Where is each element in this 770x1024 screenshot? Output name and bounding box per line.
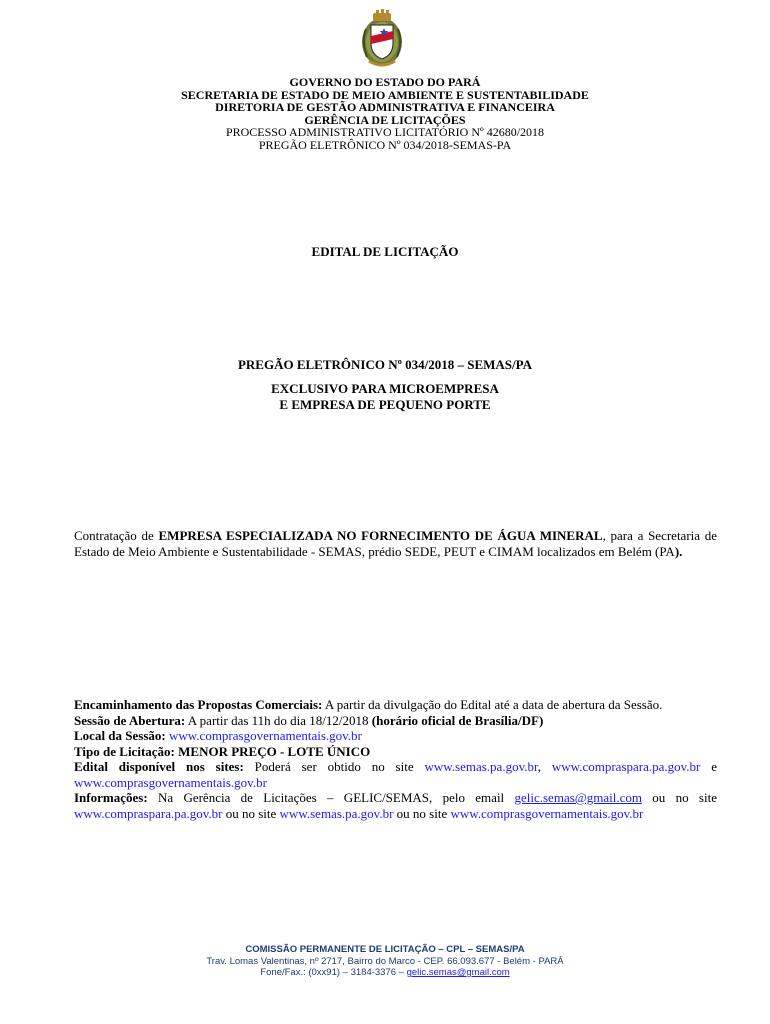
- footer-email[interactable]: gelic.semas@gmail.com: [406, 967, 510, 978]
- sessao-text: A partir das 11h do dia 18/12/2018: [185, 712, 372, 728]
- informacoes-link-compraspara[interactable]: www.compraspara.pa.gov.br: [74, 805, 223, 821]
- header-management: GERÊNCIA DE LICITAÇÕES: [304, 112, 466, 127]
- exclusive-line-2: E EMPRESA DE PEQUENO PORTE: [279, 397, 491, 412]
- object-bold: EMPRESA ESPECIALIZADA NO FORNECIMENTO DE ÁGUA MINERAL: [158, 528, 603, 543]
- edital-title: EDITAL DE LICITAÇÃO: [311, 244, 459, 259]
- edital-link-comprasgov[interactable]: www.comprasgovernamentais.gov.br: [74, 774, 267, 790]
- info-informacoes: [74, 790, 717, 821]
- object-paragraph: [74, 528, 717, 559]
- informacoes-text: Na Gerência de Licitações – GELIC/SEMAS, pelo email: [147, 790, 515, 805]
- local-link[interactable]: www.comprasgovernamentais.gov.br: [168, 728, 362, 743]
- edital-label: Edital disponível nos sites:: [74, 759, 244, 774]
- edital-link-semas[interactable]: www.semas.pa.gov.br: [424, 759, 538, 774]
- sessao-bold: (horário oficial de Brasília/DF): [371, 712, 544, 728]
- info-block: [74, 697, 717, 821]
- footer-phone: Fone/Fax.: (0xx91) – 3184-3376 –: [260, 967, 407, 978]
- object-post: , para a Secretaria de Estado de Meio Ambiente e Sustentabilidade - SEMAS, prédio SEDE, PEUT e CIMAM localizados em Belém (PA: [74, 528, 718, 559]
- footer-contact: [0, 967, 770, 979]
- info-edital: [74, 759, 717, 790]
- info-sessao: [74, 713, 717, 729]
- informacoes-link-semas[interactable]: www.semas.pa.gov.br: [279, 805, 394, 821]
- info-tipo: [74, 744, 717, 760]
- header-pregao-number: PREGÃO ELETRÔNICO Nº 034/2018-SEMAS-PA: [258, 137, 512, 152]
- informacoes-sep-2: ou no site: [222, 805, 280, 821]
- edital-sep-1: ,: [537, 759, 552, 774]
- tipo-label: Tipo de Licitação:: [74, 743, 175, 759]
- edital-link-compraspara[interactable]: www.compraspara.pa.gov.br: [551, 759, 701, 774]
- footer-commission: COMISSÃO PERMANENTE DE LICITAÇÃO – CPL – SEMAS/PA: [245, 944, 525, 955]
- informacoes-sep-1: ou no site: [641, 790, 717, 805]
- info-local: [74, 728, 717, 744]
- informacoes-sep-3: ou no site: [393, 805, 451, 821]
- informacoes-email[interactable]: gelic.semas@gmail.com: [514, 790, 642, 805]
- header-secretariat: SECRETARIA DE ESTADO DE MEIO AMBIENTE E SUSTENTABILIDADE: [181, 87, 589, 102]
- encaminhamento-text: A partir da divulgação do Edital até a data de abertura da Sessão.: [322, 697, 663, 712]
- informacoes-label: Informações:: [74, 790, 148, 805]
- header-government: GOVERNO DO ESTADO DO PARÁ: [289, 75, 481, 89]
- para-state-coat-of-arms-icon: [357, 9, 407, 71]
- header-process-number: PROCESSO ADMINISTRATIVO LICITATÓRIO Nº 42680/2018: [225, 125, 545, 139]
- document-header: [0, 76, 770, 151]
- tipo-text: MENOR PREÇO - LOTE ÚNICO: [174, 743, 371, 759]
- document-footer: [0, 944, 770, 979]
- edital-text: Poderá ser obtido no site: [243, 759, 425, 774]
- encaminhamento-label: Encaminhamento das Propostas Comerciais:: [74, 697, 323, 712]
- exclusive-line-1: EXCLUSIVO PARA MICROEMPRESA: [271, 381, 499, 396]
- sessao-label: Sessão de Abertura:: [74, 712, 186, 728]
- local-label: Local da Sessão:: [74, 728, 166, 743]
- object-end: ).: [674, 543, 683, 559]
- edital-sep-2: e: [700, 759, 717, 774]
- header-directorate: DIRETORIA DE GESTÃO ADMINISTRATIVA E FINANCEIRA: [215, 100, 555, 114]
- informacoes-link-comprasgov[interactable]: www.comprasgovernamentais.gov.br: [450, 805, 644, 821]
- footer-address: Trav. Lomas Valentinas, nº 2717, Bairro do Marco - CEP. 66.093.677 - Belém - PARÁ: [206, 955, 564, 967]
- object-pre: Contratação de: [74, 528, 159, 543]
- info-encaminhamento: [74, 697, 717, 713]
- pregao-title: PREGÃO ELETRÔNICO Nº 034/2018 – SEMAS/PA: [237, 357, 533, 372]
